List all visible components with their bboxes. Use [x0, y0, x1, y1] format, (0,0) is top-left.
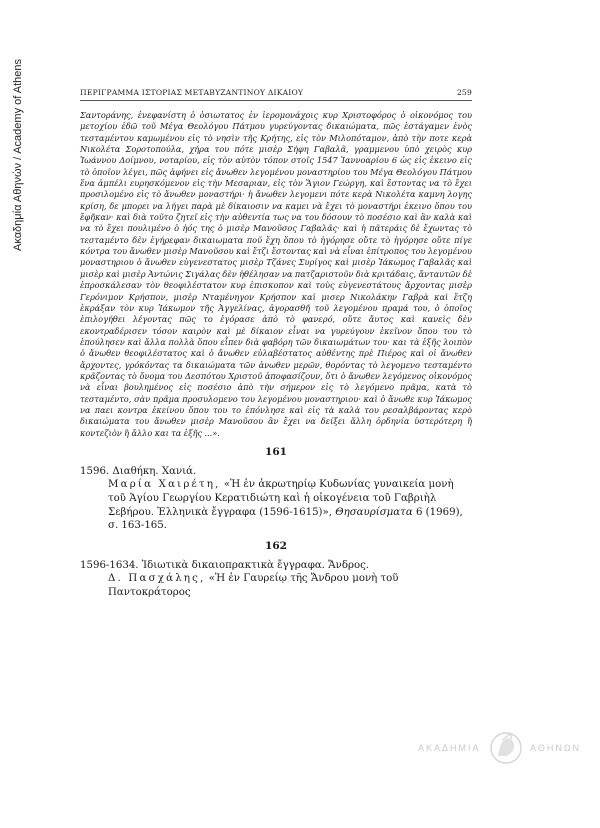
reference-title: «Ἡ ἐν Γαυρείῳ τῆς Ἄνδρου μονὴ τοῦ Παντοκράτορος	[108, 573, 399, 598]
entry-reference	[80, 572, 472, 599]
running-head	[80, 88, 472, 101]
logo-left-word: ΑΚΑΔΗΜΙΑ	[418, 743, 481, 753]
entry-161	[80, 446, 472, 533]
reference-tail: 6 (1969), σ. 163-165.	[108, 506, 463, 532]
entry-reference	[80, 478, 472, 532]
reference-title: «Ἡ ἐν ἀκρωτηρίῳ Κυδωνίας γυναικεία μονὴ τοῦ Ἁγίου Γεωργίου Κερατιδιώτη καὶ ἡ οἰκογένεια τοῦ Γαβριὴλ Σεβήρου. Ἑλληνικὰ ἔγγραφα (1596-1615)»,	[108, 479, 454, 518]
running-head-title: ΠΕΡΙΓΡΑΜΜΑ ΙΣΤΟΡΙΑΣ ΜΕΤΑΒΥΖΑΝΤΙΝΟΥ ΔΙΚΑΙΟΥ	[80, 88, 304, 97]
entry-heading: 1596-1634. Ἰδιωτικὰ δικαιοπρακτικὰ ἔγγραφα. Ἄνδρος.	[80, 559, 370, 571]
logo-right-word: ΑΘΗΝΩΝ	[530, 743, 582, 753]
reference-author: Μαρία Χαιρέτη,	[108, 479, 221, 491]
entry-number: 161	[265, 445, 287, 458]
entry-162	[80, 540, 472, 600]
reference-journal: Θησαυρίσματα	[335, 506, 413, 518]
academy-logo	[418, 728, 588, 768]
academy-emblem-icon	[488, 728, 524, 768]
page-content	[80, 88, 472, 600]
entry-number: 162	[265, 539, 287, 552]
entry-heading: 1596. Διαθήκη. Χανιά.	[80, 465, 197, 477]
document-body-text: Σαντοράνης, ἐνεφανίστη ὁ ὁσιωτατος ἐν ἱερομονάχοις κυρ Χριστοφόρος ὁ οἰκονόμος του μετοχίου ἐδῶ τοῦ Μέγα Θεολόγου Πάτμου γυρεύγοντας δικαιώματα, πῶς ἐστάγαμεν ἑνὸς τεσταμέντου καμωμένου εἰς τὸ νησὶν τῆς Κρήτης, εἰς τὸν Μιλοπόταμον, ἀπὸ τὴν ποτε κερὰ Νικολέτα Σοροτοπούλα, χήρα του πότε μισὲρ Σήφη Γαβαλᾶ, γραμμενου ὑπὸ χειρὸς κυρ Ἰωάννου Δοίμνου, νοταρίου, εἰς τὸν αὐτὸν τόπον στοῖς 1547 Ἰαννοαρίου 6 ὡς εἰς ἐκεινο εἰς τὸ ὁποῖον λέγει, πῶς ἀφήνει εἰς ἄνωθεν λεγομένου μοναστηρίου του Μέγα Θεολόγου Πάτμου ἕνα ἀμπέλι ευρησκόμενον εἰς τὴν Μεσαριαν, εἰς τὸν Ἅγιον Γεώργη, καὶ ἔστοντας να τὸ ἔχει προσιλομένο εἰς τὸ ἄνωθεν μοναστήρι· ἡ ἄνωθεν λεγομενι πότε κερὰ Νικολέτα καμνη λογης κρίση, δε μπορει να λήγει παρὰ μὲ δίκαιοσιν να καμει νὰ ἔχει τὸ μοναστήρι ἐκεινο ὅπου του ἔφῆκαν· καὶ διὰ τοῦτο ζητεῖ εἰς τὴν αὐθεντία τως να του δόσουν τὸ ποσέσιο καὶ ἂν καλὰ καὶ να τὸ ἔχει πουλιμένο ὁ ἡός της ὁ μισὲρ Μανοῦσος Γαβαλᾶς· καὶ ἡ πᾶτεράις δὲ ἔχωντας τὸ τεσταμέντο δὲν ἐγήρεφαν δικαιωματα ποῦ ἔχη ὅπου τὸ ἡγόρησε οὔτε τὸ ἠγόρησε οὔτε πίγε κόντρα του ἄνωθεν μισὲρ Μανοῦσου καὶ ἔτζι ἔστοντας καὶ νὰ εἶναι ἐπίτροπος του λεγομένου μοναστηριου ὁ ἄνωθεν εὐγενεστατος μισὲρ Τζάνες Συρίγος καὶ μισὲρ Ἰάκωμος Γαβαλᾶς καὶ μισὲρ καὶ μισὲρ Ἀντώνις Σιγάλας δὲν ἠθέλησαν να πατζαριστοῦν διὰ κριτάδαις, ἄνταυτῶν δὲ ἐπροσκάλεσαν τὸν θεοφιλέστατον κυρ ἐπισκοπον καὶ τοὺς εὐγενεστάτους ἄρχοντας μισὲρ Γερόνιμον Κρήσπον, μισὲρ Νταμένηγον Κρήσπον καὶ μισερ Νικολάκην Γαβρὰ καὶ ἔτζη ἐκράξαν τὸν κυρ Ἰάκωμον τῆς Ἀγγελίνας, ἀγορασθῆ τοῦ λεγομένου πραμά του, ὁ ὁποῖος ἐπιλογήθει λέγοντας πῶς το ἐγόρασε ἀπὸ τὸ φανερό, οὔτε ἄυτος καὶ κανεὶς δὲν εκοντραδέρισεν τόσον καιρὸν καὶ μὲ δίκαιον εἶναι να γυρεύγουν ἐκεῖνον ὅπου του τὸ ἐπούλησεν καὶ ἄλλα πολλὰ ὅπου εἶπεν διὰ φαβόρη τῶν δικαιωμάτων του· και τὰ ἑξῆς λοιπὸν ὁ ἄνωθεν θεοφιλέστατος καὶ ὁ ἄνωθεν εὐλαβέστατος αὐθέντης πρὲ Πιέρος καὶ οἱ ἄνωθεν ἄρχοντες, γρόκόντας τα δικαιώματα τῶν ἀνωθεν μερῶν, θορόντας τὸ λεγομενο τεσταμέντο κρᾶζοντας τὸ ὄνομα του Δεσπότου Χριστοῦ ἀποφασίζουν, ὅτι ὁ ἄνωθεν λεγόμενος οἰκονόμος νὰ εἶναι βουλημένος εἰς ποσέσιο ἀπὸ τὴν σήμερον εἰς τὸ λεγόμενο πρᾶμα, κατὰ τὸ τεσταμέντο, σὰν πρᾶμα προσυλομενο του λεγομένου μοναστηριου· καὶ ὁ ἄνωθε κυρ Ἰάκωμος να παει κοντρα ἐκείνου ὅπου του το ἐπόνλησε καὶ εἰς τὰ καλὰ του ρεσαλβάροντας κερὸ δικαιώματα του ἄνωθεν μισὲρ Μανοῦσου ἂν ἔχει να δείξει ἄλλη ὀρδηνία ὑστερότερη ἢ κοντεζιὸν ἢ ἄλλο και τα ἑξῆς ...».	[80, 110, 472, 438]
side-watermark-text: Ακαδημία Αθηνών / Academy of Athens	[12, 58, 24, 252]
side-watermark	[8, 30, 28, 280]
reference-author: Δ. Πασχάλης,	[108, 573, 206, 585]
page-number: 259	[456, 88, 472, 97]
